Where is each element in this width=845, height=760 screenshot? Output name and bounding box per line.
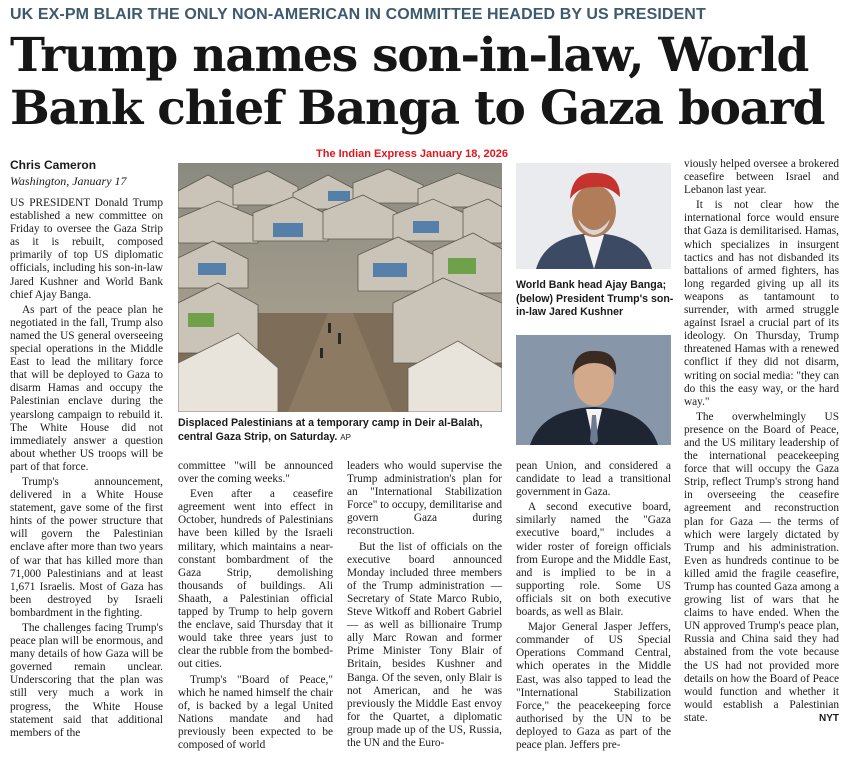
article-column-5 (684, 158, 839, 727)
paragraph: Major General Jasper Jeffers, commander of US Special Operations Command Central, which operates in the Middle East, was also tapped to lead the "International Stabilization Force," the peacekeeping force authorised by the UN to be deployed to Gaza as part of the peace plan. Jeffers pre- (516, 621, 671, 751)
side-photo-caption: World Bank head Ajay Banga; (below) President Trump's son-in-law Jared Kushner (516, 279, 674, 318)
paragraph: As part of the peace plan he negotiated in the fall, Trump also named the US general overseeing special operations in the Middle East to lead the military force that will be deployed to Gaza to disarm Hamas and occupy the Palestinian enclave during the yearslong campaign to rebuild it. The White House did not immediately answer a question about whether US troops will be part of that force. (10, 303, 163, 473)
gaza-camp-photo (178, 163, 502, 412)
paragraph: viously helped oversee a brokered ceasefire between Israel and Lebanon last year. (684, 158, 839, 197)
paragraph (684, 411, 839, 725)
paragraph: leaders who would supervise the Trump administration's plan for an "International Stabilization Force" to occupy, demilitarise and govern Gaza during reconstruction. (347, 460, 502, 538)
article-column-1 (10, 197, 163, 742)
tent-camp-illustration (178, 163, 502, 412)
author-byline: Chris Cameron (10, 158, 97, 172)
main-photo-caption (178, 416, 502, 445)
paragraph: It is not clear how the international force would ensure that Gaza is demilitarised. Hamas, which specializes in insurgent tactics and has not disbanded its battalions of armed fighters, has long regarded giving up all its weapons as tantamount to surrender, with armed struggle against Israel a crucial part of its ideology. On Thursday, Trump threatened Hamas with a renewed conflict if they did not disarm, writing on social media: "they can do this the easy way, or the hard way." (684, 199, 839, 408)
paragraph-text: The overwhelmingly US presence on the Board of Peace, and the US military leadership of the international peacekeeping force that will occupy the Gaza Strip, reflect Trump's strong hand in overseeing the ceasefire agreement and reconstruction plan for Gaza — the terms of which were largely dictated by Trump and his administration. Even as hundreds continue to be killed amid the fragile ceasefire, Trump has counted Gaza among a growing list of wars that he claims to have ended. When the UN approved Trump's peace plan, Russia and China said they had abstained from the vote because the US had not provided more details on how the Board of Peace would function and whether it would establish a Palestinian state. (684, 410, 839, 724)
kicker: UK EX-PM BLAIR THE ONLY NON-AMERICAN IN COMMITTEE HEADED BY US PRESIDENT (10, 6, 706, 23)
portrait-illustration (516, 163, 671, 269)
paragraph: US PRESIDENT Donald Trump established a new committee on Friday to oversee the Gaza Strip as it is rebuilt, composed primarily of top US diplomatic officials, including his son-in-law Jared Kushner and World Bank chief Ajay Banga. (10, 197, 163, 301)
paragraph: A second executive board, similarly named the "Gaza executive board," includes a wider roster of foreign officials from Europe and the Middle East, and is implied to be in a supporting role. Some US officials sit on both executive boards, as well as Blair. (516, 501, 671, 619)
agency-signature: NYT (819, 712, 839, 724)
photo-credit: AP (340, 433, 351, 442)
portrait-illustration (516, 335, 671, 445)
jared-kushner-photo (516, 335, 671, 445)
ajay-banga-photo (516, 163, 671, 269)
paragraph: Trump's "Board of Peace," which he named himself the chair of, is backed by a legal United Nations mandate and had previously been expected to be composed of world (178, 673, 333, 751)
caption-text: Displaced Palestinians at a temporary camp in Deir al-Balah, central Gaza Strip, on Saturday. (178, 417, 483, 443)
article-column-2 (178, 460, 333, 754)
paragraph: pean Union, and considered a candidate to lead a transitional government in Gaza. (516, 460, 671, 499)
paragraph: Trump's announcement, delivered in a White House statement, gave some of the first hints of the power structure that will govern the Palestinian enclave after more than two years of war that has killed more than 71,000 Palestinians and at least 1,671 Israelis. Most of Gaza has been destroyed by Israeli bombardment in the fighting. (10, 475, 163, 619)
paragraph: But the list of officials on the executive board announced Monday included three members of the Trump administration — Secretary of State Marco Rubio, Steve Witkoff and Robert Gabriel — as well as billionaire Trump ally Marc Rowan and former Prime Minister Tony Blair of Britain, besides Kushner and Banga. Of the seven, only Blair is not American, and he was previously the Middle East envoy for the Quartet, a diplomatic group made up of the US, Russia, the UN and the Euro- (347, 540, 502, 749)
paragraph: committee "will be announced over the coming weeks." (178, 460, 333, 486)
paragraph: Even after a ceasefire agreement went into effect in October, hundreds of Palestinians have been killed by the Israeli military, which maintains a near-constant bombardment of the Gaza Strip, demolishing thousands of buildings. Ali Shaath, a Palestinian official tapped by Trump to help govern the enclave, said Thursday that it would take three years just to clear the rubble from the bombed-out cities. (178, 488, 333, 671)
dateline: Washington, January 17 (10, 174, 127, 188)
paragraph: The challenges facing Trump's peace plan will be enormous, and many details of how Gaza will be governed remain unclear. Underscoring that the plan was still very much a work in progress, the White House statement said that additional members of the (10, 622, 163, 739)
headline: Trump names son-in-law, World Bank chief Banga to Gaza board (10, 28, 825, 136)
source-stamp: The Indian Express January 18, 2026 (316, 148, 508, 160)
article-column-3 (347, 460, 502, 752)
article-column-4 (516, 460, 671, 754)
